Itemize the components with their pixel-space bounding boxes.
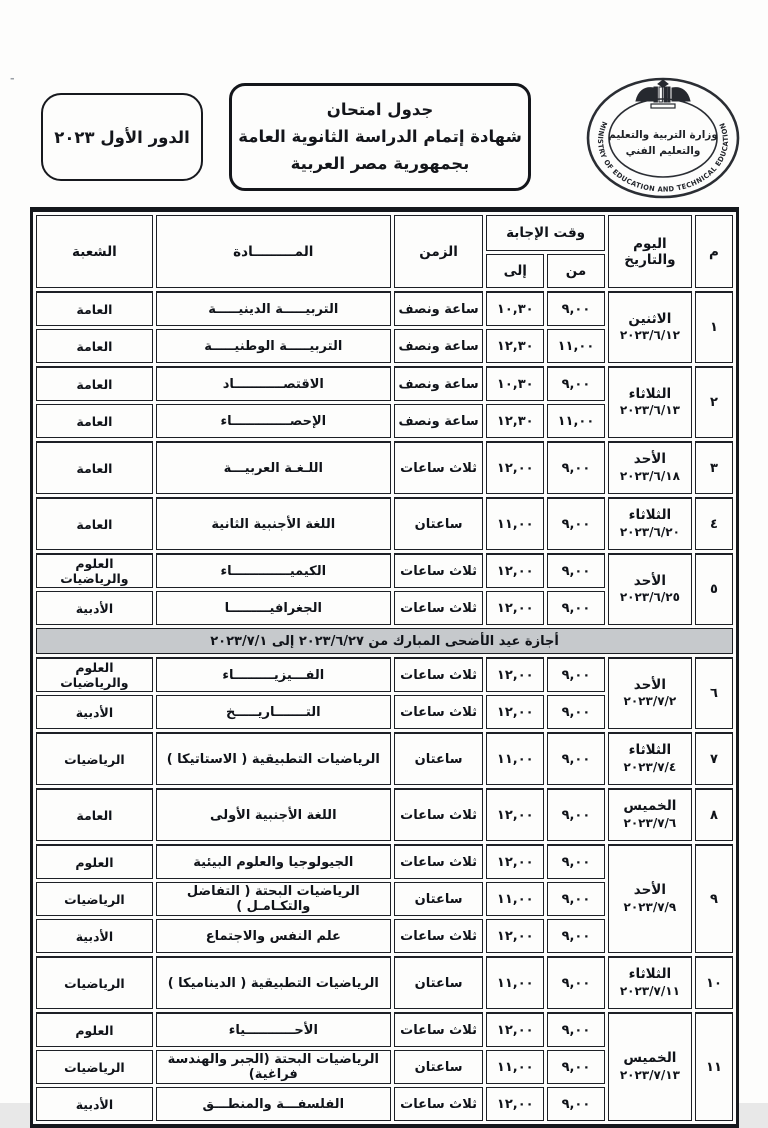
- subject-cell: التربيـــــة الوطنيـــــة: [156, 329, 391, 363]
- branch-cell: العامة: [36, 788, 153, 841]
- from-cell: ٩,٠٠: [547, 882, 605, 916]
- subject-cell: الجغرافيـــــــــا: [156, 591, 391, 625]
- subject-cell: التـــــــاريـــــخ: [156, 695, 391, 729]
- duration-cell: ساعة ونصف: [394, 366, 484, 401]
- from-cell: ٩,٠٠: [547, 1087, 605, 1121]
- from-cell: ٩,٠٠: [547, 695, 605, 729]
- row-number-cell: ٢: [695, 366, 733, 438]
- subject-cell: اللغة الأجنبية الأولى: [156, 788, 391, 841]
- subject-cell: اللغة الأجنبية الثانية: [156, 497, 391, 550]
- duration-cell: ساعتان: [394, 497, 484, 550]
- day-date-cell: [608, 788, 692, 841]
- to-cell: ١٢,٠٠: [486, 919, 544, 953]
- subject-cell: اللـغـة العربيـــة: [156, 441, 391, 494]
- seal-ring-text: MINISTRY OF EDUCATION AND TECHNICAL EDUCATION: [595, 120, 731, 194]
- scan-artifact-dash: -: [10, 72, 15, 85]
- row-number-cell: ٧: [695, 732, 733, 785]
- branch-cell: العامة: [36, 441, 153, 494]
- from-cell: ٩,٠٠: [547, 1012, 605, 1047]
- to-cell: ١٢,٣٠: [486, 329, 544, 363]
- subject-cell: الرياضيات التطبيقية ( الاستاتيكا ): [156, 732, 391, 785]
- day-date-cell: [608, 732, 692, 785]
- day-date: ٢٠٢٣/٧/٤: [623, 759, 677, 774]
- branch-cell: الرياضيات: [36, 732, 153, 785]
- ministry-seal: [584, 74, 742, 202]
- col-header-day-date: اليوم والتاريخ: [608, 215, 692, 288]
- row-number-cell: ٨: [695, 788, 733, 841]
- branch-cell: الرياضيات: [36, 956, 153, 1009]
- subject-cell: الكيميـــــــــــــاء: [156, 553, 391, 588]
- duration-cell: ساعة ونصف: [394, 329, 484, 363]
- branch-cell: العلوم والرياضيات: [36, 657, 153, 692]
- from-cell: ٩,٠٠: [547, 553, 605, 588]
- from-cell: ٩,٠٠: [547, 657, 605, 692]
- from-cell: ٩,٠٠: [547, 366, 605, 401]
- from-cell: ٩,٠٠: [547, 591, 605, 625]
- day-date: ٢٠٢٣/٦/١٢: [619, 328, 680, 343]
- day-date-cell: [608, 497, 692, 550]
- col-header-duration: الزمن: [394, 215, 484, 288]
- to-cell: ١٢,٠٠: [486, 695, 544, 729]
- subject-cell: الفـــيزيـــــــــاء: [156, 657, 391, 692]
- subject-cell: الاقتصـــــــــــاد: [156, 366, 391, 401]
- duration-cell: ثلاث ساعات: [394, 919, 484, 953]
- branch-cell: العلوم: [36, 1012, 153, 1047]
- duration-cell: ثلاث ساعات: [394, 553, 484, 588]
- from-cell: ١١,٠٠: [547, 404, 605, 438]
- exam-row: [36, 291, 733, 326]
- exam-row: [36, 553, 733, 588]
- round-label: الدور الأول ٢٠٢٣: [54, 127, 190, 147]
- duration-cell: ثلاث ساعات: [394, 591, 484, 625]
- branch-cell: الأدبية: [36, 919, 153, 953]
- branch-cell: العلوم والرياضيات: [36, 553, 153, 588]
- duration-cell: ثلاث ساعات: [394, 844, 484, 879]
- day-date: ٢٠٢٣/٧/٢: [623, 694, 677, 709]
- duration-cell: ثلاث ساعات: [394, 1012, 484, 1047]
- duration-cell: ثلاث ساعات: [394, 1087, 484, 1121]
- exam-row: [36, 732, 733, 785]
- eagle-icon: [636, 80, 690, 108]
- row-number-cell: ١٠: [695, 956, 733, 1009]
- branch-cell: العامة: [36, 497, 153, 550]
- day-date: ٢٠٢٣/٦/١٣: [619, 403, 680, 418]
- from-cell: ٩,٠٠: [547, 732, 605, 785]
- to-cell: ١٠,٣٠: [486, 366, 544, 401]
- to-cell: ١٠,٣٠: [486, 291, 544, 326]
- subject-cell: الإحصـــــــــــــاء: [156, 404, 391, 438]
- day-name: الأحد: [633, 451, 666, 468]
- exam-row: [36, 497, 733, 550]
- subject-cell: الرياضيات البحتة ( التفاضل والتكـامـل ): [156, 882, 391, 916]
- schedule-table-frame: [30, 207, 739, 1128]
- day-name: الخميس: [623, 1050, 677, 1067]
- row-number-cell: ٣: [695, 441, 733, 494]
- duration-cell: ساعتان: [394, 1050, 484, 1084]
- from-cell: ١١,٠٠: [547, 329, 605, 363]
- to-cell: ١٢,٠٠: [486, 553, 544, 588]
- exam-row: [36, 956, 733, 1009]
- subject-cell: علم النفس والاجتماع: [156, 919, 391, 953]
- col-header-answer-time: وقت الإجابة: [486, 215, 604, 251]
- seal-arabic-line-1: وزارة التربية والتعليم: [608, 129, 718, 141]
- subject-cell: الجيولوجيا والعلوم البيئية: [156, 844, 391, 879]
- duration-cell: ساعتان: [394, 732, 484, 785]
- branch-cell: العامة: [36, 291, 153, 326]
- day-date: ٢٠٢٣/٦/١٨: [619, 468, 680, 483]
- day-date-cell: [608, 844, 692, 953]
- day-name: الخميس: [623, 798, 677, 815]
- duration-cell: ثلاث ساعات: [394, 657, 484, 692]
- day-date: ٢٠٢٣/٦/٢٥: [619, 590, 680, 605]
- duration-cell: ساعتان: [394, 882, 484, 916]
- duration-cell: ساعة ونصف: [394, 291, 484, 326]
- row-number-cell: ١: [695, 291, 733, 363]
- duration-cell: ساعتان: [394, 956, 484, 1009]
- exam-row: [36, 441, 733, 494]
- title-box: [229, 83, 531, 191]
- col-header-branch: الشعبة: [36, 215, 153, 288]
- row-number-cell: ٦: [695, 657, 733, 729]
- exam-row: [36, 1012, 733, 1047]
- branch-cell: الأدبية: [36, 1087, 153, 1121]
- day-name: الاثنين: [628, 310, 672, 327]
- day-date: ٢٠٢٣/٧/١٣: [619, 1067, 680, 1082]
- from-cell: ٩,٠٠: [547, 441, 605, 494]
- branch-cell: العامة: [36, 366, 153, 401]
- subject-cell: الرياضيات البحتة (الجبر والهندسة فراغية): [156, 1050, 391, 1084]
- day-date: ٢٠٢٣/٧/٩: [623, 899, 677, 914]
- to-cell: ١١,٠٠: [486, 882, 544, 916]
- col-header-to: إلى: [486, 254, 544, 288]
- duration-cell: ثلاث ساعات: [394, 441, 484, 494]
- seal-arabic-line-2: والتعليم الفني: [625, 145, 701, 157]
- exam-schedule-table: [33, 212, 736, 1124]
- subject-cell: التربيـــــة الدينيـــــة: [156, 291, 391, 326]
- branch-cell: العامة: [36, 404, 153, 438]
- title-line-2: شهادة إتمام الدراسة الثانوية العامة: [238, 127, 522, 147]
- day-date-cell: [608, 553, 692, 625]
- holiday-banner: أجازة عيد الأضحى المبارك من ٢٠٢٣/٦/٢٧ إلى ٢٠٢٣/٧/١: [36, 628, 733, 654]
- day-name: الثلاثاء: [628, 385, 672, 402]
- from-cell: ٩,٠٠: [547, 844, 605, 879]
- from-cell: ٩,٠٠: [547, 497, 605, 550]
- to-cell: ١٢,٣٠: [486, 404, 544, 438]
- to-cell: ١١,٠٠: [486, 732, 544, 785]
- subject-cell: الرياضيات التطبيقية ( الديناميكا ): [156, 956, 391, 1009]
- holiday-banner-row: [36, 628, 733, 654]
- from-cell: ٩,٠٠: [547, 291, 605, 326]
- col-header-num: م: [695, 215, 733, 288]
- to-cell: ١١,٠٠: [486, 956, 544, 1009]
- row-number-cell: ٥: [695, 553, 733, 625]
- branch-cell: العلوم: [36, 844, 153, 879]
- from-cell: ٩,٠٠: [547, 788, 605, 841]
- exam-row: [36, 844, 733, 879]
- branch-cell: العامة: [36, 329, 153, 363]
- day-date-cell: [608, 1012, 692, 1121]
- to-cell: ١٢,٠٠: [486, 844, 544, 879]
- exam-row: [36, 657, 733, 692]
- branch-cell: الأدبية: [36, 695, 153, 729]
- to-cell: ١٢,٠٠: [486, 1087, 544, 1121]
- title-line-1: جدول امتحان: [326, 100, 434, 120]
- day-date-cell: [608, 657, 692, 729]
- col-header-from: من: [547, 254, 605, 288]
- duration-cell: ثلاث ساعات: [394, 788, 484, 841]
- day-name: الثلاثاء: [628, 966, 672, 983]
- day-name: الأحد: [633, 676, 666, 693]
- day-name: الثلاثاء: [628, 507, 672, 524]
- day-date-cell: [608, 956, 692, 1009]
- row-number-cell: ٤: [695, 497, 733, 550]
- day-date: ٢٠٢٣/٦/٢٠: [619, 524, 680, 539]
- day-date-cell: [608, 291, 692, 363]
- from-cell: ٩,٠٠: [547, 1050, 605, 1084]
- exam-row: [36, 788, 733, 841]
- subject-cell: الأحـــــــــــياء: [156, 1012, 391, 1047]
- subject-cell: الفلسفـــة والمنطـــق: [156, 1087, 391, 1121]
- title-line-3: بجمهورية مصر العربية: [290, 153, 470, 173]
- day-name: الأحد: [633, 572, 666, 589]
- round-label-box: [41, 93, 203, 181]
- branch-cell: الرياضيات: [36, 1050, 153, 1084]
- to-cell: ١٢,٠٠: [486, 657, 544, 692]
- day-name: الثلاثاء: [628, 742, 672, 759]
- exam-row: [36, 366, 733, 401]
- from-cell: ٩,٠٠: [547, 956, 605, 1009]
- to-cell: ١٢,٠٠: [486, 788, 544, 841]
- to-cell: ١٢,٠٠: [486, 591, 544, 625]
- row-number-cell: ٩: [695, 844, 733, 953]
- to-cell: ١٢,٠٠: [486, 441, 544, 494]
- duration-cell: ثلاث ساعات: [394, 695, 484, 729]
- to-cell: ١٢,٠٠: [486, 1012, 544, 1047]
- row-number-cell: ١١: [695, 1012, 733, 1121]
- day-name: الأحد: [633, 882, 666, 899]
- ministry-seal-graphic: [584, 74, 742, 202]
- branch-cell: الرياضيات: [36, 882, 153, 916]
- to-cell: ١١,٠٠: [486, 497, 544, 550]
- day-date-cell: [608, 441, 692, 494]
- day-date-cell: [608, 366, 692, 438]
- to-cell: ١١,٠٠: [486, 1050, 544, 1084]
- from-cell: ٩,٠٠: [547, 919, 605, 953]
- duration-cell: ساعة ونصف: [394, 404, 484, 438]
- branch-cell: الأدبية: [36, 591, 153, 625]
- day-date: ٢٠٢٣/٧/١١: [619, 983, 680, 998]
- day-date: ٢٠٢٣/٧/٦: [623, 815, 677, 830]
- col-header-subject: المـــــــــادة: [156, 215, 391, 288]
